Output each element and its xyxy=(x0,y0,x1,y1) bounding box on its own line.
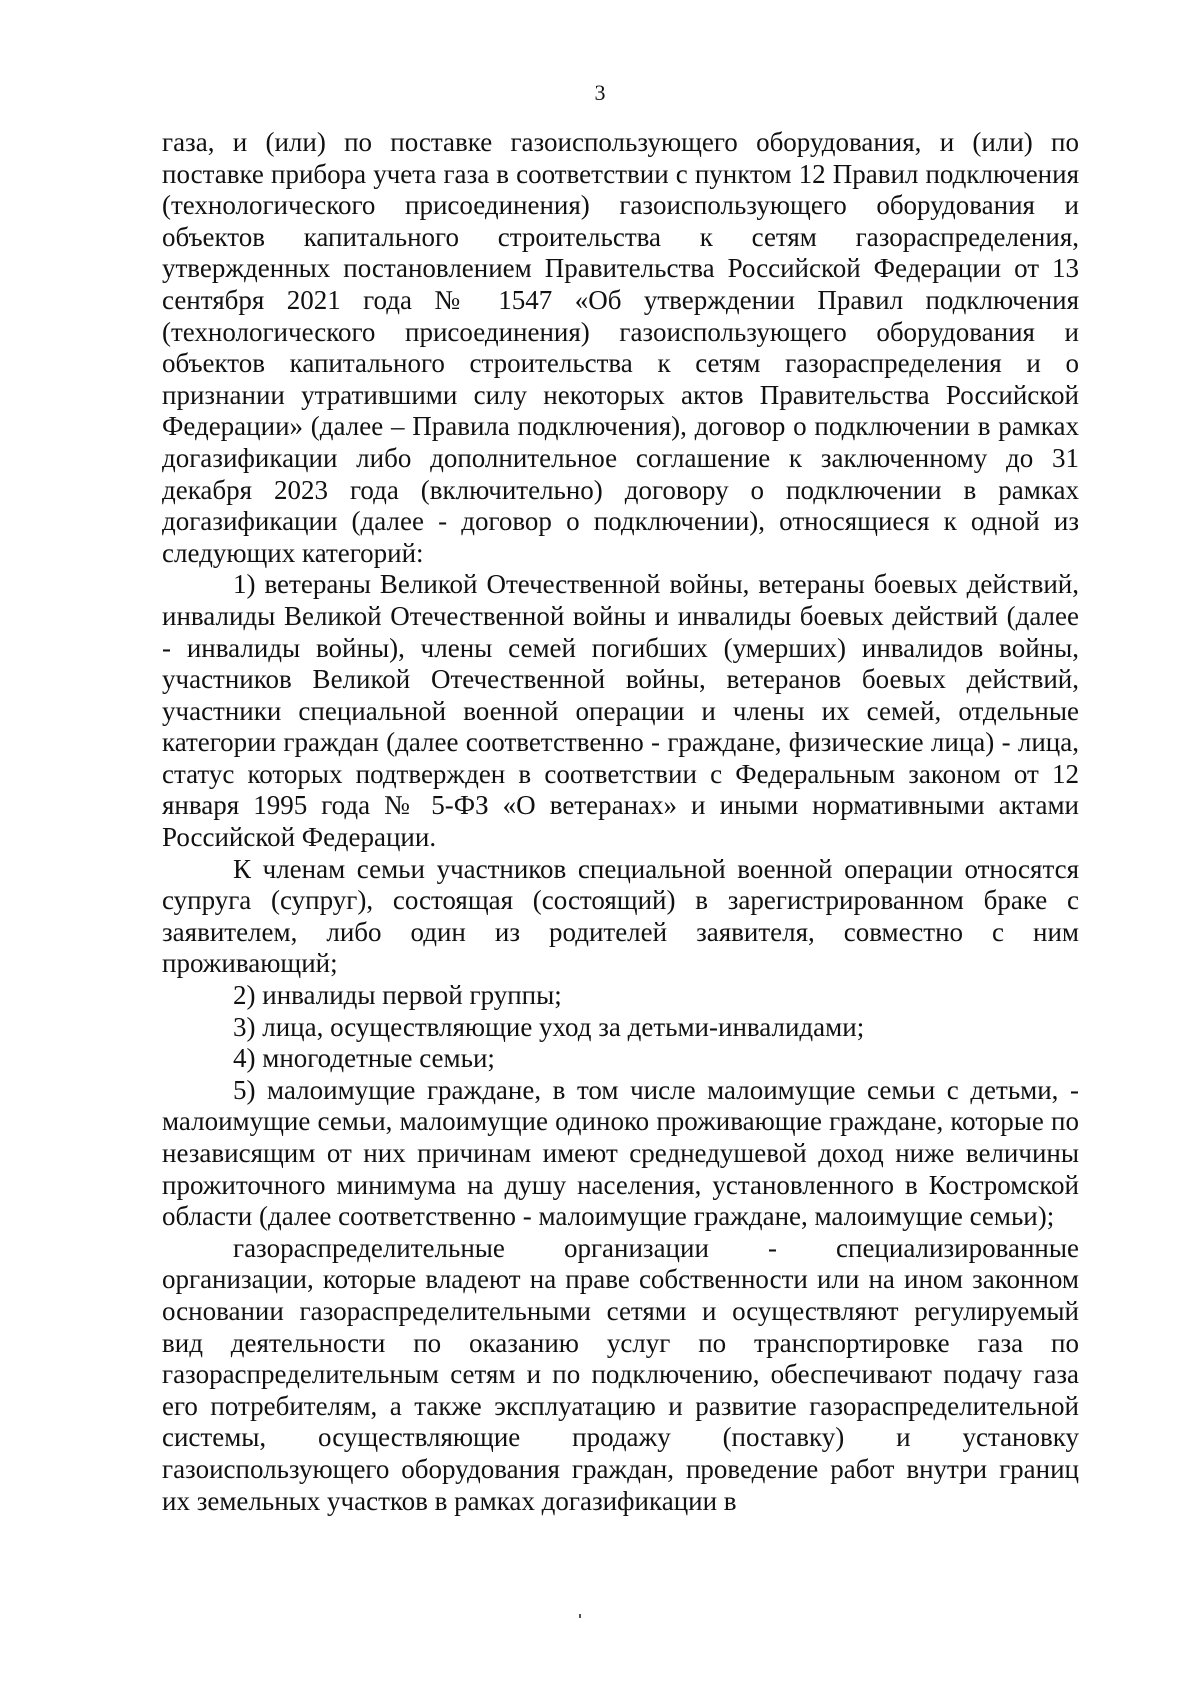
paragraph-item-5-low-income: 5) малоимущие граждане, в том числе малоимущие семьи с детьми, - малоимущие семьи, малоимущие одиноко проживающие граждане, которые по независящим от них причинам имеют среднедушевой доход ниже величины прожиточного минимума на душу населения, установленного в Костромской области (далее соответственно - малоимущие граждане, малоимущие семьи); xyxy=(162,1074,1079,1232)
document-body xyxy=(162,127,1079,1517)
page-number: 3 xyxy=(594,80,606,105)
scan-artifact xyxy=(579,1614,581,1618)
paragraph-item-4-large-families: 4) многодетные семьи; xyxy=(233,1043,495,1074)
paragraph-item-2-disabled: 2) инвалиды первой группы; xyxy=(233,980,562,1011)
paragraph-continuation: газа, и (или) по поставке газоиспользующего оборудования, и (или) по поставке прибора учета газа в соответствии с пунктом 12 Правил подключения (технологического присоединения) газоиспользующего оборудования и объектов капитального строительства к сетям газораспределения, утвержденных постановлением Правительства Российской Федерации от 13 сентября 2021 года № 1547 «Об утверждении Правил подключения (технологического присоединения) газоиспользующего оборудования и объектов капитального строительства к сетям газораспределения и о признании утратившими силу некоторых актов Правительства Российской Федерации» (далее – Правила подключения), договор о подключении в рамках догазификации либо дополнительное соглашение к заключенному до 31 декабря 2023 года (включительно) договору о подключении в рамках догазификации (далее - договор о подключении), относящиеся к одной из следующих категорий: xyxy=(162,127,1079,568)
paragraph-item-3-caregivers: 3) лица, осуществляющие уход за детьми-инвалидами; xyxy=(233,1011,865,1042)
paragraph-gas-organizations: газораспределительные организации - специализированные организации, которые владеют на праве собственности или на ином законном основании газораспределительными сетями и осуществляют регулируемый вид деятельности по оказанию услуг по транспортировке газа по газораспределительным сетям и по подключению, обеспечивают подачу газа его потребителям, а также эксплуатацию и развитие газораспределительной системы, осуществляющие продажу (поставку) и установку газоиспользующего оборудования граждан, проведение работ внутри границ их земельных участков в рамках догазификации в xyxy=(162,1232,1079,1516)
paragraph-family-members: К членам семьи участников специальной военной операции относятся супруга (супруг), состоящая (состоящий) в зарегистрированном браке с заявителем, либо один из родителей заявителя, совместно с ним проживающий; xyxy=(162,853,1079,979)
paragraph-item-1-veterans: 1) ветераны Великой Отечественной войны, ветераны боевых действий, инвалиды Великой Отечественной войны и инвалиды боевых действий (далее - инвалиды войны), члены семей погибших (умерших) инвалидов войны, участников Великой Отечественной войны, ветеранов боевых действий, участники специальной военной операции и члены их семей, отдельные категории граждан (далее соответственно - граждане, физические лица) - лица, статус которых подтвержден в соответствии с Федеральным законом от 12 января 1995 года № 5-ФЗ «О ветеранах» и иными нормативными актами Российской Федерации. xyxy=(162,569,1079,853)
